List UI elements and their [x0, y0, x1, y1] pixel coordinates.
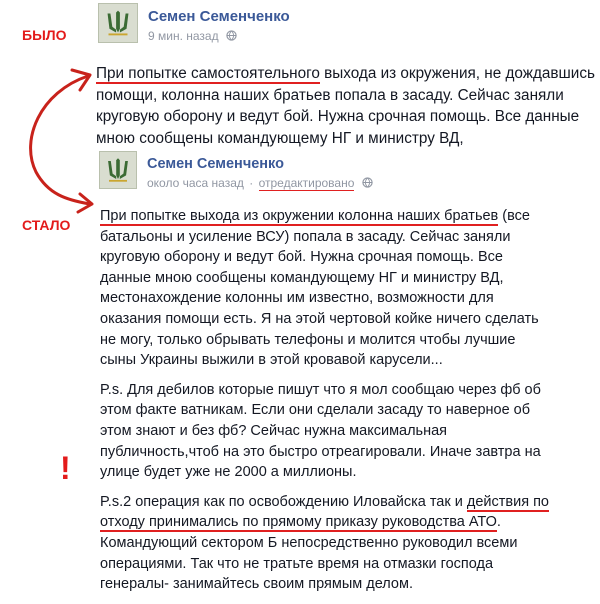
- trident-logo-icon: [100, 152, 136, 188]
- edited-link[interactable]: отредактировано: [258, 176, 355, 190]
- post-before-text: [96, 63, 596, 149]
- post-text: P.s.2 операция как по освобождению Иловайска так и: [100, 493, 467, 510]
- timestamp[interactable]: около часа назад: [147, 176, 244, 190]
- author-name[interactable]: Семен Семенченко: [148, 8, 290, 25]
- trident-logo-icon: [99, 4, 137, 42]
- label-after: СТАЛО: [22, 217, 71, 233]
- avatar[interactable]: [99, 151, 137, 189]
- post-text: (все батальоны и усиление ВСУ) попала в засаду. Сейчас заняли круговую оборону и ведут бой. Нужна срочная помощь. Все данные мною сообщены командующему НГ и министру ВД, местонахождение колонны им известно, возможности для оказания помощи есть. Я на этой чертовой койке ничего сделать не могу, только обрывать телефоны и молится чтобы лучшие сыны Украины выжили в этой кровавой карусели...: [100, 208, 539, 369]
- exclamation-mark: !: [60, 450, 71, 486]
- label-before: БЫЛО: [22, 27, 67, 43]
- globe-icon: [226, 30, 237, 41]
- post-time: [147, 176, 373, 190]
- avatar[interactable]: [98, 3, 138, 43]
- underlined-phrase: При попытке выхода из окружении колонна наших братьев: [100, 208, 499, 224]
- paragraph-2: P.s. Для дебилов которые пишут что я мол сообщаю через фб об этом факте ватникам. Если они сделали засаду то наверное об этом знают и без фб? Сейчас нужна максимальная публичность,чтоб на это быстро отреагировали. Иначе завтра на улице будет уже не 2000 а миллионы.: [100, 381, 541, 481]
- separator: ·: [249, 176, 254, 190]
- underlined-phrase: При попытке самостоятельного: [96, 65, 320, 82]
- paragraph-1: [100, 206, 552, 371]
- globe-icon: [362, 177, 373, 188]
- author-name[interactable]: Семен Семенченко: [147, 156, 284, 172]
- paragraph-3: [100, 492, 552, 595]
- timestamp[interactable]: 9 мин. назад: [148, 29, 219, 43]
- post-text: выхода из окружения, не дождавшись помощи, колонна наших братьев попала в засаду. Сейчас заняли круговую оборону и ведут бой. Нужна срочная помощь. Все данные мною сообщены командующему НГ и министру ВД,: [96, 65, 595, 147]
- post-text: . Командующий сектором Б непосредственно руководил всеми операциями. Так что не тратьте время на отмазки господа генералы- занимайтесь своим прямым делом.: [100, 514, 518, 593]
- post-time[interactable]: [148, 29, 237, 43]
- underlined-phrase: действия по отходу принимались по прямому приказу руководства АТО: [100, 493, 549, 531]
- post-after-text: [100, 206, 552, 604]
